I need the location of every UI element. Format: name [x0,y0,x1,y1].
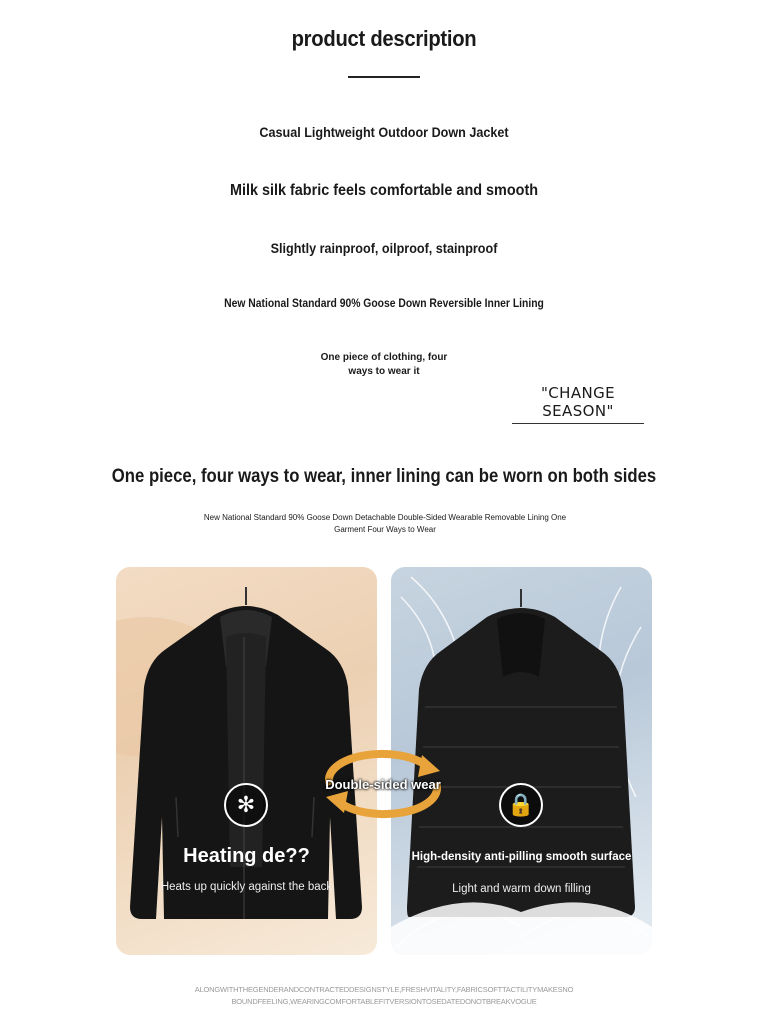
ways-note-line: ways to wear it [348,366,420,377]
double-sided-label: Double-sided wear [325,777,441,792]
feature-line: Milk silk fabric feels comfortable and smooth [229,182,539,199]
feature-line: New National Standard 90% Goose Down Reversible Inner Lining [224,298,544,310]
panel-subtitle: Light and warm down filling [452,883,591,895]
feature-line: Casual Lightweight Outdoor Down Jacket [259,124,509,140]
panel-title: Heating de?? [183,845,310,867]
feature-line: Slightly rainproof, oilproof, stainproof [270,240,498,256]
snowflake-icon: ✻ [224,783,268,827]
section-headline: One piece, four ways to wear, inner lining can be worn on both sides [111,466,657,487]
ways-note [0,351,768,379]
footer-line: BOUNDFEELING,WEARINGCOMFORTABLEFITVERSIONTOSEDATEDONOTBREAKVOGUE [231,997,537,1006]
page-title: product description [291,26,477,51]
lock-icon: 🔒 [499,783,543,827]
panel-subtitle: Heats up quickly against the back [160,881,333,893]
title-divider [348,76,420,78]
ways-note-line: One piece of clothing, four [320,352,448,363]
footer-line: ALONGWITHTHEGENDERANDCONTRACTEDDESIGNSTYLE,FRESHVITALITY,FABRICSOFTTACTILITYMAKESNO [194,985,574,994]
section-subhead: New National Standard 90% Goose Down Detachable Double-Sided Wearable Removable Lining One Garment Four Ways to Wear [203,513,567,534]
footer-text [190,984,578,1008]
season-tag: "CHANGE SEASON" [512,384,644,424]
panel-title: High-density anti-pilling smooth surface [411,851,632,863]
